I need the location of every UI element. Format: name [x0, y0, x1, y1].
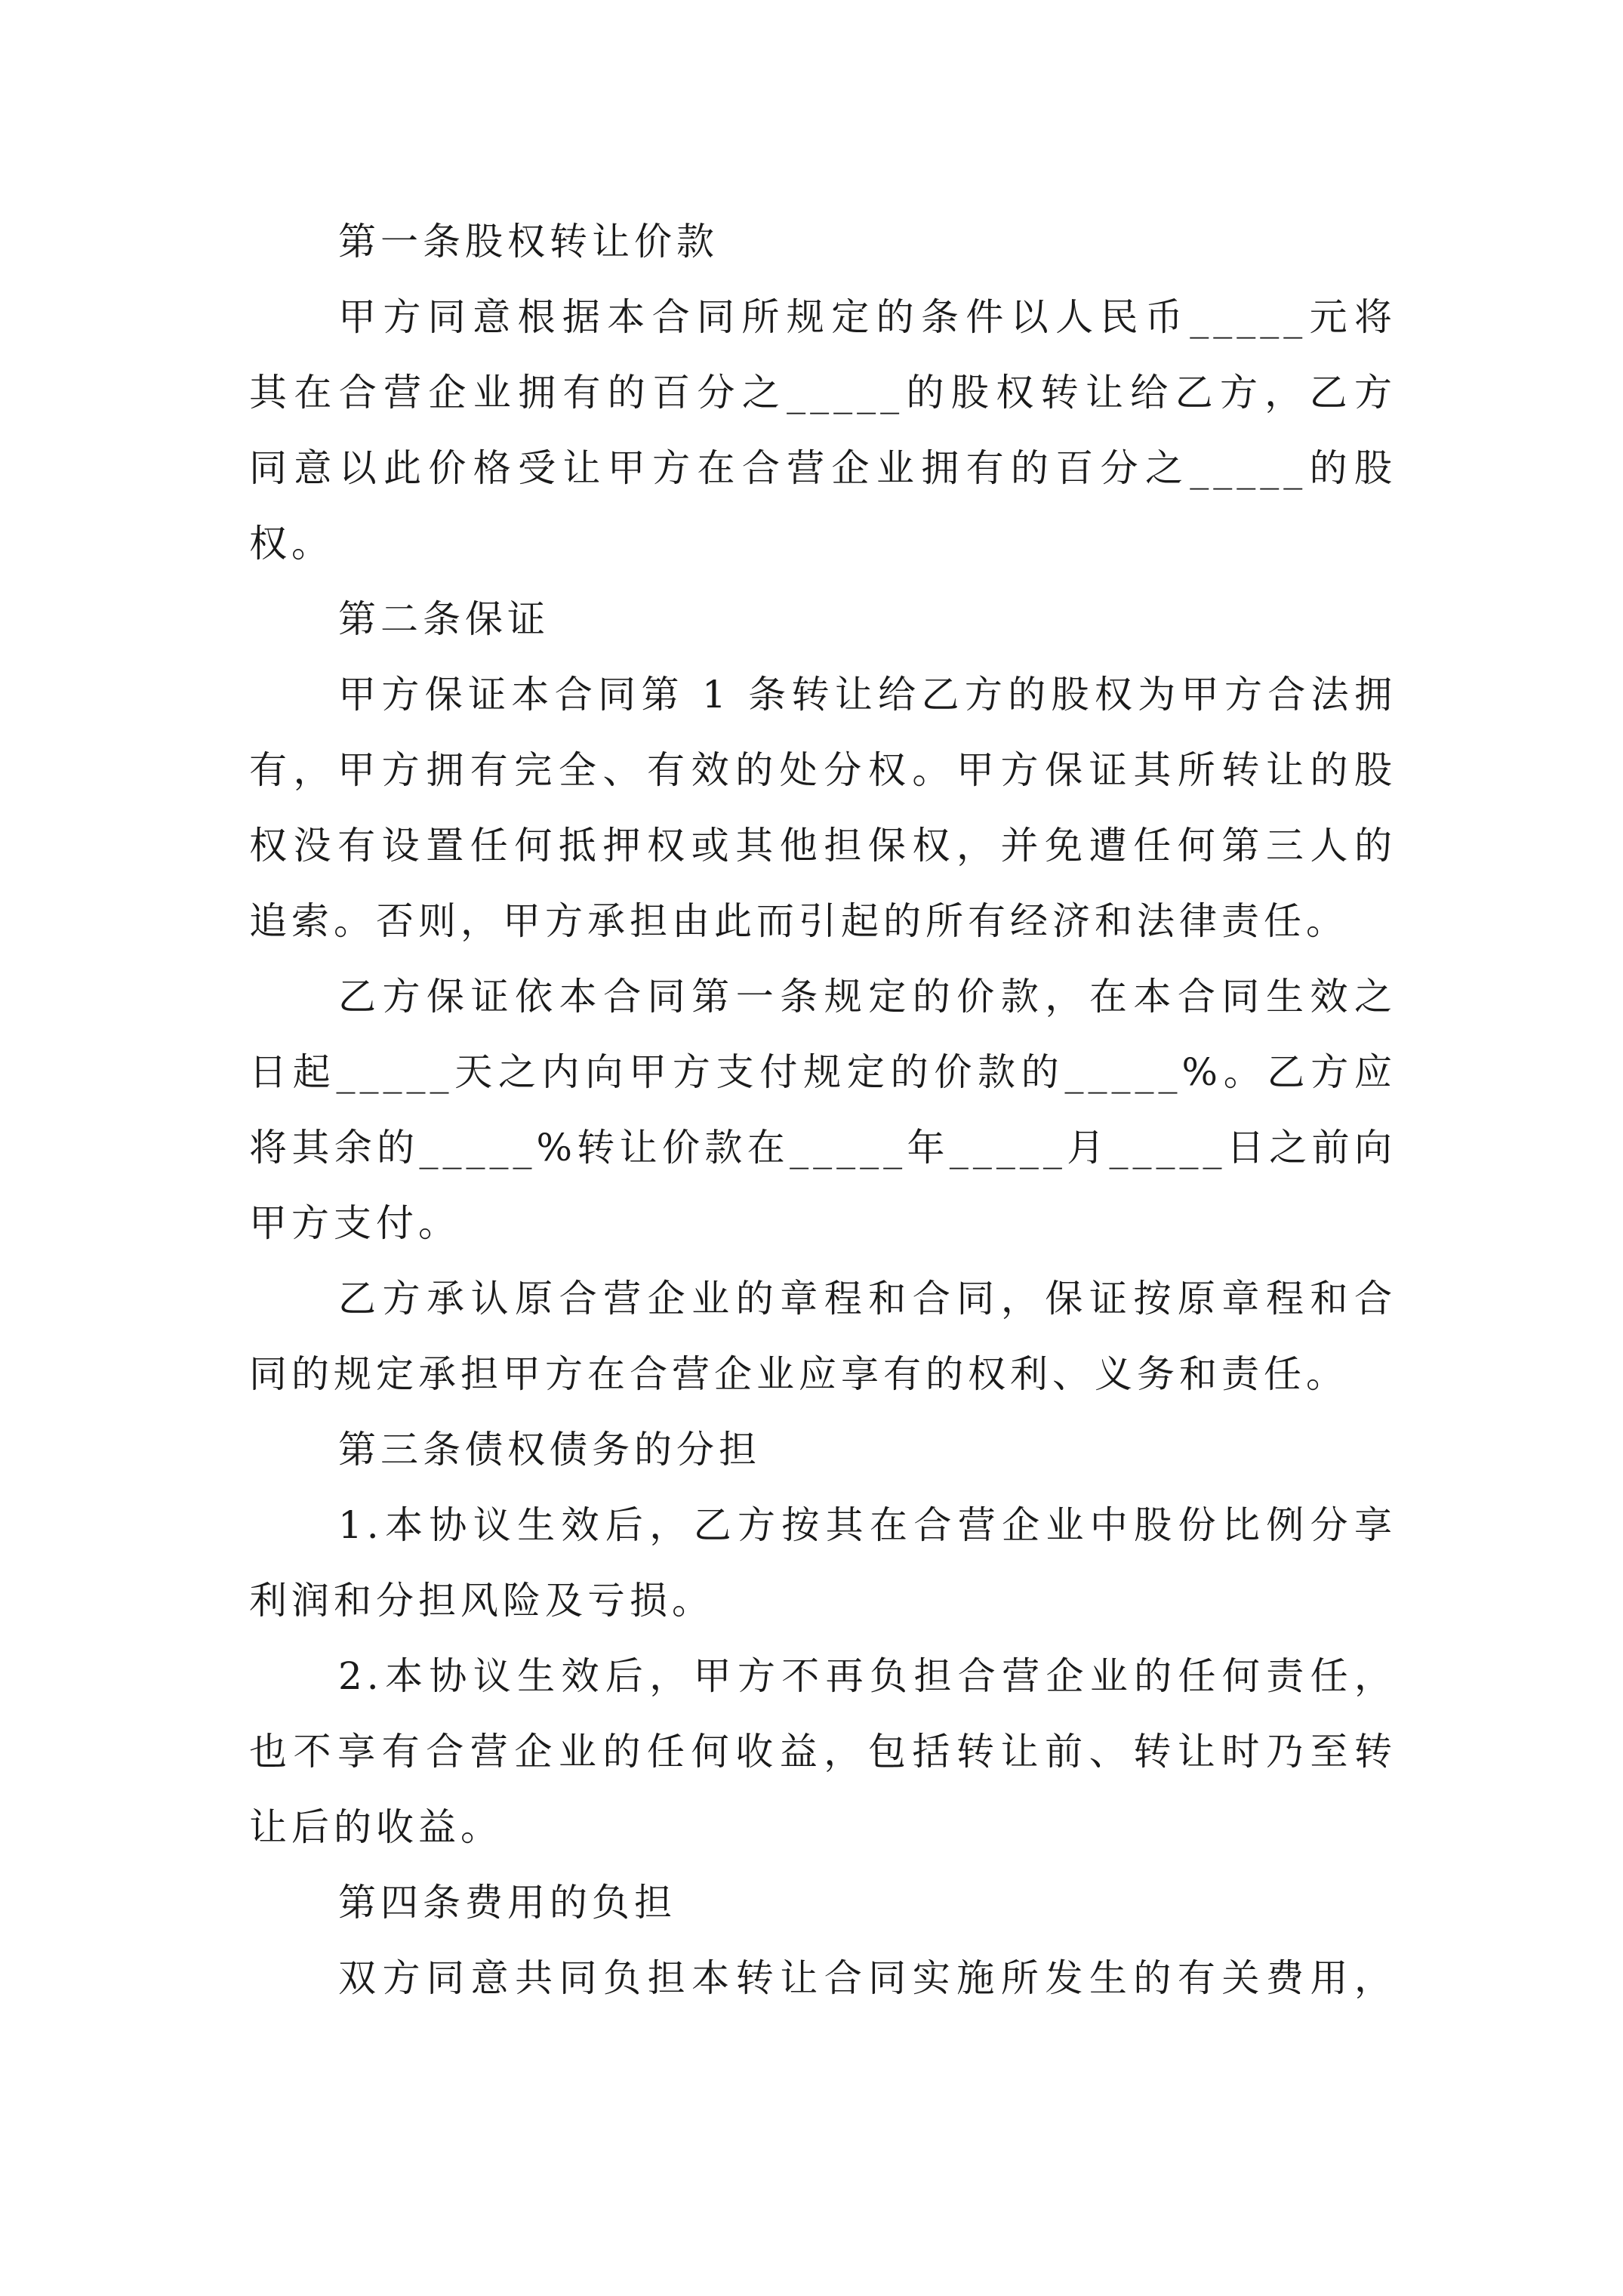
article-2-paragraph-2: 将其余的_____%转让价款在_____年_____月_____日之前向: [249, 1126, 1397, 1170]
article-2-paragraph-1: 甲方保证本合同第 1 条转让给乙方的股权为甲方合法拥: [338, 673, 1397, 717]
article-3-item-1: 1.本协议生效后，乙方按其在合营企业中股份比例分享: [338, 1503, 1397, 1547]
article-3-item-2: 2.本协议生效后，甲方不再负担合营企业的任何责任，: [338, 1654, 1397, 1698]
article-3-item-1: 利润和分担风险及亏损。: [249, 1579, 714, 1623]
article-2-paragraph-1: 追索。否则，甲方承担由此而引起的所有经济和法律责任。: [249, 899, 1348, 943]
article-2-paragraph-3: 乙方承认原合营企业的章程和合同，保证按原章程和合: [338, 1277, 1397, 1321]
article-1-paragraph: 权。: [249, 522, 334, 566]
article-1-paragraph: 甲方同意根据本合同所规定的条件以人民币_____元将: [338, 295, 1397, 339]
article-2-paragraph-2: 日起_____天之内向甲方支付规定的价款的_____%。乙方应: [249, 1050, 1397, 1094]
article-4-paragraph: 双方同意共同负担本转让合同实施所发生的有关费用，: [338, 1956, 1397, 2000]
article-2-paragraph-1: 有，甲方拥有完全、有效的处分权。甲方保证其所转让的股: [249, 748, 1397, 792]
article-1-paragraph: 其在合营企业拥有的百分之_____的股权转让给乙方，乙方: [249, 371, 1397, 415]
article-2-heading: 第二条保证: [338, 597, 550, 641]
article-3-heading: 第三条债权债务的分担: [338, 1428, 761, 1472]
article-2-paragraph-3: 同的规定承担甲方在合营企业应享有的权利、义务和责任。: [249, 1352, 1348, 1396]
article-3-item-2: 让后的收益。: [249, 1805, 503, 1849]
article-1-heading: 第一条股权转让价款: [338, 220, 719, 264]
article-1-paragraph: 同意以此价格受让甲方在合营企业拥有的百分之_____的股: [249, 446, 1397, 490]
article-4-heading: 第四条费用的负担: [338, 1881, 676, 1925]
article-2-paragraph-2: 甲方支付。: [249, 1201, 460, 1245]
article-3-item-2: 也不享有合营企业的任何收益，包括转让前、转让时乃至转: [249, 1730, 1397, 1774]
article-2-paragraph-1: 权没有设置任何抵押权或其他担保权，并免遭任何第三人的: [249, 824, 1397, 868]
article-2-paragraph-2: 乙方保证依本合同第一条规定的价款，在本合同生效之: [338, 975, 1397, 1019]
